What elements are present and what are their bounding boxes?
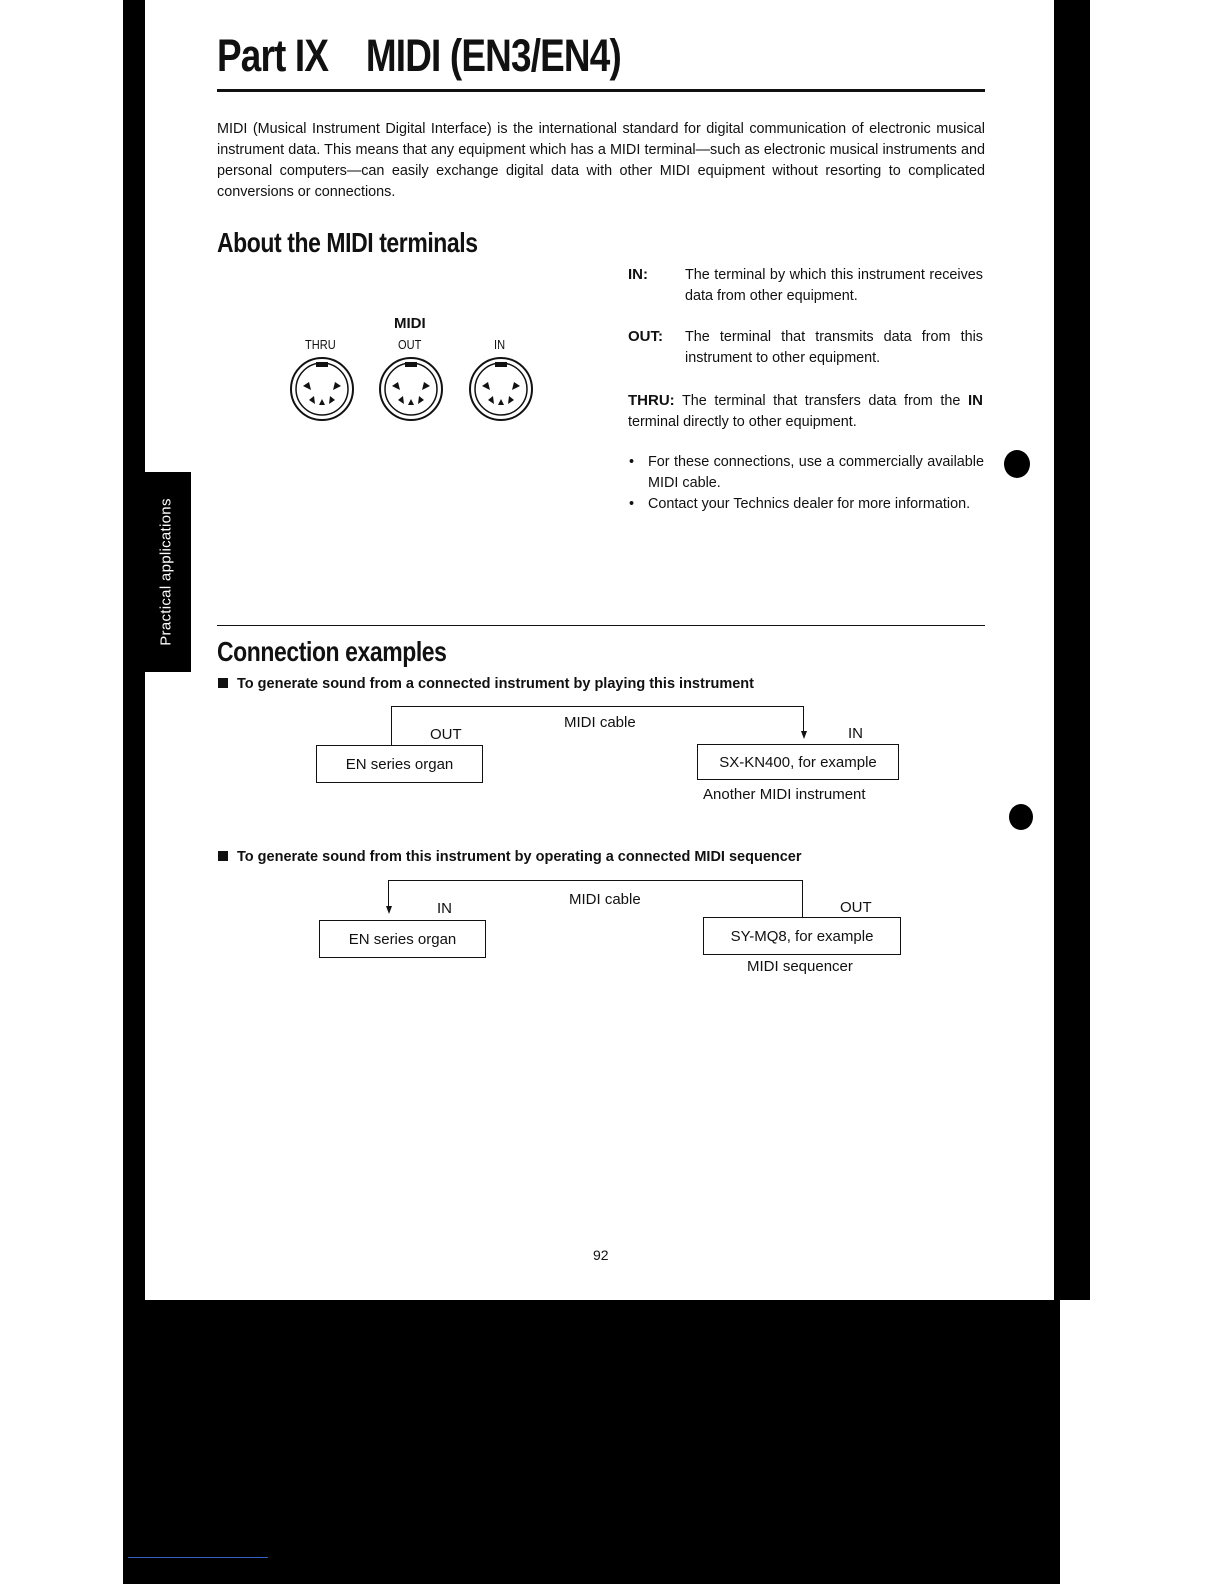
example2-right-caption: MIDI sequencer <box>747 958 853 975</box>
connections-heading: Connection examples <box>217 636 447 667</box>
side-tab-label: Practical applications <box>157 498 175 646</box>
title-part: Part IX <box>217 30 329 81</box>
binder-hole-mark <box>1004 450 1030 478</box>
section-divider <box>217 625 985 626</box>
midi-out-connector-icon <box>378 356 444 422</box>
example2-right-box: SY-MQ8, for example <box>703 917 901 955</box>
definition-term-out: OUT: <box>628 328 663 345</box>
scan-border-right <box>1054 0 1090 1300</box>
example1-arrow-down-icon <box>799 731 809 741</box>
example1-left-box: EN series organ <box>316 745 483 783</box>
example1-cable-label: MIDI cable <box>564 714 636 731</box>
example2-cable-label: MIDI cable <box>569 891 641 908</box>
port-label-in: IN <box>494 337 506 352</box>
example2-left-box: EN series organ <box>319 920 486 958</box>
title-rule <box>217 89 985 92</box>
page-title <box>217 30 621 82</box>
example2-arrow-down-icon <box>384 906 394 916</box>
definition-text-thru-1: The terminal that transfers data from the <box>682 393 961 409</box>
example2-heading <box>218 849 802 865</box>
definition-thru-in-ref: IN <box>968 392 983 409</box>
definition-term-thru: THRU: <box>628 392 675 409</box>
note-item: • Contact your Technics dealer for more information. <box>628 494 984 515</box>
port-label-out: OUT <box>398 337 422 352</box>
page-number: 92 <box>593 1247 609 1263</box>
example2-title: To generate sound from this instrument by operating a connected MIDI sequencer <box>237 849 802 865</box>
example1-right-caption: Another MIDI instrument <box>703 786 866 803</box>
midi-panel-label: MIDI <box>394 315 426 332</box>
intro-paragraph: MIDI (Musical Instrument Digital Interface) is the international standard for digital communication of electronic musical instrument data. This means that any equipment which has a MIDI terminal—such as electronic musical instruments and personal computers—can easily exchange digital data with other MIDI equipment without resorting to complicated conversions or connections. <box>217 121 985 200</box>
example1-right-port: IN <box>848 725 863 742</box>
example1-left-port: OUT <box>430 726 462 743</box>
midi-thru-connector-icon <box>289 356 355 422</box>
example1-title: To generate sound from a connected instrument by playing this instrument <box>237 676 754 692</box>
example1-heading <box>218 676 754 692</box>
terminals-heading: About the MIDI terminals <box>217 227 478 258</box>
scan-border-bottom <box>123 1300 1060 1584</box>
example2-cable-right <box>802 880 803 918</box>
scan-artifact-line <box>128 1557 268 1558</box>
definition-text-out: The terminal that transmits data from this instrument to other equipment. <box>685 329 983 366</box>
definition-term-in: IN: <box>628 266 648 283</box>
definition-text-thru-2: terminal directly to other equipment. <box>628 414 857 430</box>
example1-cable-left <box>391 706 392 746</box>
definition-text-in: The terminal by which this instrument receives data from other equipment. <box>685 267 983 304</box>
example1-cable-right <box>803 706 804 734</box>
definition-thru <box>628 390 983 433</box>
example1-right-box: SX-KN400, for example <box>697 744 899 780</box>
bullet-square-icon <box>218 851 228 861</box>
example2-right-port: OUT <box>840 899 872 916</box>
example2-left-port: IN <box>437 900 452 917</box>
scan-notch <box>145 0 195 3</box>
bullet-square-icon <box>218 678 228 688</box>
note-item: • For these connections, use a commercially available MIDI cable. <box>628 452 984 494</box>
example1-cable-top <box>391 706 804 707</box>
binder-hole-mark <box>1009 804 1033 830</box>
title-main: MIDI (EN3/EN4) <box>365 30 621 81</box>
notes-list <box>628 452 984 515</box>
port-label-thru: THRU <box>305 337 336 352</box>
example2-cable-top <box>388 880 803 881</box>
midi-in-connector-icon <box>468 356 534 422</box>
